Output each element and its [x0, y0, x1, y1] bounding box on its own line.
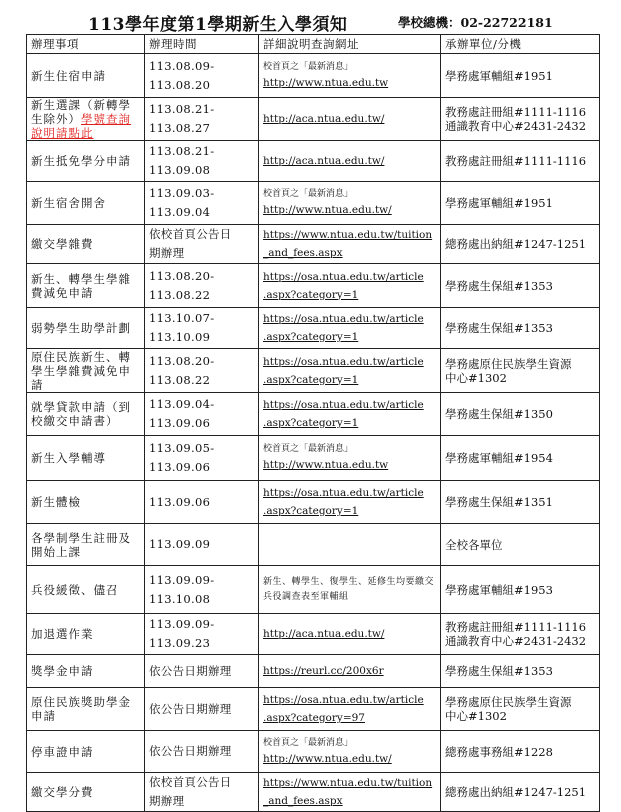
row-date	[145, 655, 259, 688]
table-row	[27, 688, 600, 731]
row-date	[145, 98, 259, 141]
row-item	[27, 141, 145, 182]
unit-text: 學務處軍輔組#1954	[445, 451, 553, 465]
date-text: 113.08.20-	[149, 268, 215, 283]
table-row	[27, 225, 600, 264]
row-unit	[441, 308, 600, 349]
info-link[interactable]: http://www.ntua.edu.tw	[263, 459, 389, 471]
info-link[interactable]: http://aca.ntua.edu.tw/	[263, 155, 385, 167]
row-url	[259, 54, 441, 98]
row-url	[259, 481, 441, 524]
unit-text: 學務處生保組#1353	[445, 664, 553, 678]
info-link[interactable]: http://www.ntua.edu.tw	[263, 76, 389, 89]
date-text: 113.08.21-	[149, 102, 215, 116]
date-text: 依公告日期辦理	[149, 663, 232, 678]
item-label: 繳交學雜費	[31, 237, 94, 251]
date-text: 依公告日期辦理	[149, 744, 232, 758]
row-unit	[441, 524, 600, 566]
unit-text: 中心#1302	[445, 709, 507, 723]
unit-text: 學務處原住民族學生資源	[445, 695, 572, 709]
row-unit	[441, 614, 600, 655]
row-unit	[441, 688, 600, 731]
unit-text: 通識教育中心#2431-2432	[445, 119, 587, 133]
row-unit	[441, 436, 600, 481]
info-link[interactable]: https://osa.ntua.edu.tw/article	[263, 270, 424, 283]
enrollment-schedule-table	[26, 34, 600, 812]
info-link[interactable]: .aspx?category=1	[263, 331, 359, 343]
row-date	[145, 393, 259, 436]
item-label: 新生抵免學分申請	[31, 154, 131, 168]
row-unit	[441, 225, 600, 264]
info-link[interactable]: http://www.ntua.edu.tw/	[263, 752, 392, 765]
date-text: 期辦理	[149, 246, 185, 260]
unit-text: 中心#1302	[445, 370, 507, 385]
row-date	[145, 614, 259, 655]
row-date	[145, 54, 259, 98]
row-date	[145, 308, 259, 349]
table-header-row	[27, 35, 600, 54]
date-text: 113.08.22	[149, 287, 211, 302]
item-label: 加退選作業	[31, 627, 94, 641]
row-url	[259, 182, 441, 225]
table-row	[27, 98, 600, 141]
row-unit	[441, 773, 600, 812]
table-row	[27, 566, 600, 614]
row-item	[27, 688, 145, 731]
row-url	[259, 98, 441, 141]
date-text: 113.09.09-	[149, 617, 215, 631]
date-text: 113.08.20-	[149, 353, 215, 368]
info-link[interactable]: https://reurl.cc/200x6r	[263, 665, 384, 677]
row-url	[259, 141, 441, 182]
row-unit	[441, 182, 600, 225]
unit-text: 學務處軍輔組#1953	[445, 582, 553, 597]
row-item	[27, 731, 145, 773]
info-link[interactable]: http://aca.ntua.edu.tw/	[263, 628, 385, 640]
row-url	[259, 225, 441, 264]
url-note: 校首頁之「最新消息」	[263, 737, 354, 748]
row-item	[27, 436, 145, 481]
row-url	[259, 773, 441, 812]
table-row	[27, 54, 600, 98]
info-link[interactable]: .aspx?category=1	[263, 505, 359, 517]
info-link[interactable]: http://aca.ntua.edu.tw/	[263, 113, 385, 125]
school-hotline: 學校總機：02-22722181	[398, 15, 553, 30]
date-text: 113.09.03-	[149, 186, 215, 200]
row-url	[259, 264, 441, 308]
column-header-date: 辦理時間	[145, 35, 259, 54]
url-note: 校首頁之「最新消息」	[263, 61, 354, 72]
row-item	[27, 566, 145, 614]
row-unit	[441, 349, 600, 393]
row-item	[27, 182, 145, 225]
unit-text: 總務處事務組#1228	[445, 744, 553, 759]
unit-text: 學務處生保組#1353	[445, 321, 553, 335]
date-text: 113.09.06	[149, 416, 211, 430]
info-link[interactable]: https://osa.ntua.edu.tw/article	[263, 487, 424, 499]
column-header-url: 詳細說明查詢網址	[259, 35, 441, 54]
table-row	[27, 308, 600, 349]
row-url	[259, 436, 441, 481]
row-url	[259, 655, 441, 688]
date-text: 113.09.05-	[149, 441, 215, 455]
row-unit	[441, 731, 600, 773]
unit-text: 教務處註冊組#1111-1116	[445, 105, 587, 119]
row-date	[145, 731, 259, 773]
item-label: 繳交學分費	[31, 785, 94, 799]
row-item	[27, 773, 145, 812]
item-label: 就學貸款申請（到校繳交申請書）	[31, 400, 131, 428]
row-unit	[441, 141, 600, 182]
item-label: 獎學金申請	[31, 664, 94, 678]
row-unit	[441, 655, 600, 688]
table-row	[27, 481, 600, 524]
row-date	[145, 225, 259, 264]
row-url	[259, 731, 441, 773]
unit-text: 全校各單位	[445, 537, 503, 552]
item-label: 新生體檢	[31, 495, 81, 509]
date-text: 113.10.09	[149, 330, 211, 344]
row-url	[259, 688, 441, 731]
row-url	[259, 393, 441, 436]
row-url	[259, 566, 441, 614]
info-link[interactable]: .aspx?category=1	[263, 288, 359, 301]
row-url	[259, 524, 441, 566]
row-item	[27, 54, 145, 98]
url-note: 新生、轉學生、復學生、延修生均要繳交兵役調查表至軍輔組	[263, 576, 435, 602]
url-note: 校首頁之「最新消息」	[263, 444, 354, 454]
unit-text: 學務處原住民族學生資源	[445, 356, 572, 371]
row-item	[27, 349, 145, 393]
item-label: 新生、轉學生學雜費減免申請	[31, 271, 131, 300]
row-unit	[441, 54, 600, 98]
row-item	[27, 264, 145, 308]
unit-text: 學務處軍輔組#1951	[445, 68, 553, 83]
info-link[interactable]: https://osa.ntua.edu.tw/article	[263, 355, 424, 368]
info-link[interactable]: http://www.ntua.edu.tw/	[263, 204, 392, 216]
unit-text: 教務處註冊組#1111-1116	[445, 620, 587, 634]
date-text: 113.08.27	[149, 121, 211, 135]
item-label: 弱勢學生助學計劃	[31, 321, 131, 335]
row-unit	[441, 264, 600, 308]
date-text: 依公告日期辦理	[149, 701, 232, 716]
table-row	[27, 773, 600, 812]
date-text: 113.08.20	[149, 77, 211, 92]
unit-text: 學務處生保組#1351	[445, 495, 553, 509]
date-text: 依校首頁公告日	[149, 227, 232, 241]
date-text: 依校首頁公告日	[149, 775, 232, 789]
info-link[interactable]: _and_fees.aspx	[263, 795, 343, 807]
column-header-unit: 承辦單位/分機	[441, 35, 600, 54]
date-text: 期辦理	[149, 794, 185, 808]
unit-text: 總務處出納組#1247-1251	[445, 237, 587, 251]
row-date	[145, 264, 259, 308]
row-date	[145, 481, 259, 524]
item-label: 新生住宿申請	[31, 68, 106, 83]
unit-text: 學務處軍輔組#1951	[445, 196, 553, 210]
item-label: 停車證申請	[31, 744, 94, 759]
item-label: 原住民族新生、轉學生學雜費減免申請	[31, 349, 131, 392]
date-text: 113.09.09-	[149, 572, 215, 587]
row-unit	[441, 393, 600, 436]
date-text: 113.10.08	[149, 591, 211, 606]
document-title: 113學年度第1學期新生入學須知	[88, 15, 348, 35]
row-url	[259, 308, 441, 349]
unit-text: 學務處生保組#1353	[445, 278, 553, 293]
row-item	[27, 655, 145, 688]
date-text: 113.10.07-	[149, 311, 215, 325]
info-link[interactable]: https://www.ntua.edu.tw/tuition	[263, 229, 433, 241]
date-text: 113.08.21-	[149, 144, 215, 158]
row-date	[145, 688, 259, 731]
unit-text: 教務處註冊組#1111-1116	[445, 154, 587, 168]
row-item	[27, 393, 145, 436]
table-row	[27, 182, 600, 225]
table-row	[27, 655, 600, 688]
row-url	[259, 349, 441, 393]
unit-text: 總務處出納組#1247-1251	[445, 785, 587, 799]
info-link[interactable]: _and_fees.aspx	[263, 247, 343, 259]
info-link[interactable]: https://www.ntua.edu.tw/tuition	[263, 777, 433, 789]
item-label: 新生宿舍開舍	[31, 196, 106, 210]
info-link[interactable]: .aspx?category=1	[263, 373, 359, 386]
row-item	[27, 98, 145, 141]
table-row	[27, 141, 600, 182]
url-note: 校首頁之「最新消息」	[263, 189, 354, 199]
student-id-lookup-link[interactable]: 學號查詢說明請點此	[31, 112, 131, 140]
column-header-item: 辦理事項	[27, 35, 145, 54]
row-date	[145, 349, 259, 393]
item-label: 兵役緩徵、儘召	[31, 582, 119, 597]
row-date	[145, 182, 259, 225]
unit-text: 通識教育中心#2431-2432	[445, 634, 587, 648]
row-date	[145, 566, 259, 614]
row-item	[27, 481, 145, 524]
date-text: 113.09.06	[149, 460, 211, 474]
date-text: 113.09.23	[149, 636, 211, 650]
date-text: 113.08.22	[149, 372, 211, 387]
row-item	[27, 225, 145, 264]
info-link[interactable]: .aspx?category=97	[263, 712, 365, 724]
date-text: 113.09.04	[149, 205, 211, 219]
table-row	[27, 614, 600, 655]
row-date	[145, 773, 259, 812]
info-link[interactable]: https://osa.ntua.edu.tw/article	[263, 694, 424, 706]
date-text: 113.09.06	[149, 494, 211, 509]
row-unit	[441, 481, 600, 524]
date-text: 113.09.04-	[149, 397, 215, 411]
row-item	[27, 524, 145, 566]
row-item	[27, 308, 145, 349]
date-text: 113.08.09-	[149, 58, 215, 73]
item-label: 新生選課（新轉學生除外）	[31, 98, 131, 126]
row-date	[145, 436, 259, 481]
row-url	[259, 614, 441, 655]
date-text: 113.09.09	[149, 537, 211, 551]
unit-text: 學務處生保組#1350	[445, 407, 553, 421]
row-date	[145, 141, 259, 182]
item-label: 各學制學生註冊及開始上課	[31, 530, 131, 559]
row-date	[145, 524, 259, 566]
info-link[interactable]: .aspx?category=1	[263, 417, 359, 429]
table-row	[27, 264, 600, 308]
info-link[interactable]: https://osa.ntua.edu.tw/article	[263, 399, 424, 411]
table-row	[27, 731, 600, 773]
table-row	[27, 436, 600, 481]
item-label: 新生入學輔導	[31, 451, 106, 465]
table-row	[27, 393, 600, 436]
table-row	[27, 524, 600, 566]
row-unit	[441, 566, 600, 614]
item-label: 原住民族獎助學金申請	[31, 695, 131, 723]
table-row	[27, 349, 600, 393]
row-unit	[441, 98, 600, 141]
info-link[interactable]: https://osa.ntua.edu.tw/article	[263, 313, 424, 325]
date-text: 113.09.08	[149, 163, 211, 177]
row-item	[27, 614, 145, 655]
table-body	[27, 54, 600, 812]
page-header	[0, 8, 621, 34]
